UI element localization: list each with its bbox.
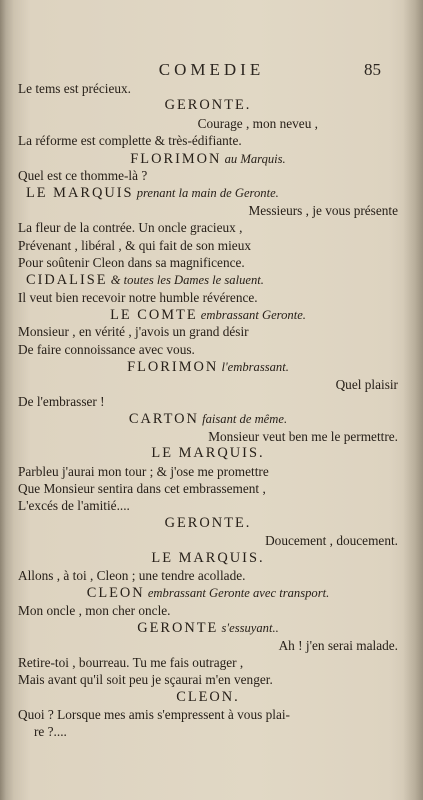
stage-direction: s'essuyant.. xyxy=(218,621,279,636)
verse-line: Il veut bien recevoir notre humble révérence. xyxy=(18,289,258,305)
verse-line: Mais avant qu'il soit peu je sçaurai m'en venger. xyxy=(18,672,273,688)
speaker-name: CIDALISE xyxy=(26,272,108,289)
stage-direction: embrassant Geronte avec transport. xyxy=(144,586,330,601)
speaker-heading: LE MARQUIS. xyxy=(151,445,265,462)
speaker-name: LE MARQUIS xyxy=(26,185,134,202)
verse-line: La fleur de la contrée. Un oncle gracieux , xyxy=(18,220,243,236)
speaker-name: FLORIMON xyxy=(130,150,222,167)
verse-line: Mon oncle , mon cher oncle. xyxy=(18,602,171,618)
verse-line: Monsieur , en vérité , j'avois un grand désir xyxy=(18,324,249,340)
speaker-name: CARTON xyxy=(128,411,199,428)
stage-direction: prenant la main de Geronte. xyxy=(133,186,279,201)
verse-line: re ?.... xyxy=(34,724,67,740)
verse-line: De faire connoissance avec vous. xyxy=(18,341,195,357)
verse-line: La réforme est complette & très-édifiante. xyxy=(18,133,242,149)
verse-line: Retire-toi , bourreau. Tu me fais outrager , xyxy=(18,654,244,670)
speaker-name: GERONTE xyxy=(137,620,219,637)
verse-line: Doucement , doucement. xyxy=(265,533,398,549)
running-title: COMEDIE xyxy=(158,60,265,79)
verse-line: Monsieur veut ben me le permettre. xyxy=(208,428,398,444)
verse-line: Quel est ce thomme-là ? xyxy=(18,167,148,183)
stage-direction: faisant de même. xyxy=(198,412,288,427)
stage-direction: l'embrassant. xyxy=(218,360,289,375)
speaker-name: FLORIMON xyxy=(127,359,219,376)
speaker-heading: GERONTE. xyxy=(164,514,252,531)
verse-line: Ah ! j'en serai malade. xyxy=(278,637,398,653)
verse-line: Pour soûtenir Cleon dans sa magnificence. xyxy=(18,254,245,270)
speaker-heading xyxy=(18,184,398,201)
speaker-name: LE COMTE xyxy=(110,307,198,324)
page-number: 85 xyxy=(364,60,381,79)
speaker-heading xyxy=(18,306,398,323)
stage-direction: & toutes les Dames le saluent. xyxy=(107,273,264,288)
speaker-heading: LE MARQUIS. xyxy=(151,549,265,566)
stage-direction: embrassant Geronte. xyxy=(197,308,306,323)
speaker-heading xyxy=(18,358,398,375)
play-text xyxy=(18,80,398,741)
speaker-heading xyxy=(18,150,398,167)
page-edge-shadow xyxy=(403,0,423,800)
speaker-heading xyxy=(18,584,398,601)
speaker-heading: GERONTE. xyxy=(164,97,252,114)
verse-line: L'excés de l'amitié.... xyxy=(18,498,130,514)
speaker-name: CLEON xyxy=(86,585,145,602)
speaker-heading xyxy=(18,619,398,636)
verse-line: Allons , à toi , Cleon ; une tendre acollade. xyxy=(18,567,246,583)
verse-line: De l'embrasser ! xyxy=(18,394,105,410)
verse-line: Messieurs , je vous présente xyxy=(248,202,398,218)
stage-direction: au Marquis. xyxy=(221,151,286,166)
verse-line: Prévenant , libéral , & qui fait de son mieux xyxy=(18,237,252,253)
verse-line: Que Monsieur sentira dans cet embrassement , xyxy=(18,480,266,496)
verse-line: Quoi ? Lorsque mes amis s'empressent à vous plai- xyxy=(18,707,290,723)
speaker-heading xyxy=(18,271,398,288)
speaker-heading xyxy=(18,410,398,427)
verse-line: Courage , mon neveu , xyxy=(197,115,318,131)
verse-line: Le tems est précieux. xyxy=(18,81,131,96)
verse-line: Quel plaisir xyxy=(335,376,398,392)
verse-line: Parbleu j'aurai mon tour ; & j'ose me promettre xyxy=(18,463,269,479)
speaker-heading: CLEON. xyxy=(176,688,240,705)
